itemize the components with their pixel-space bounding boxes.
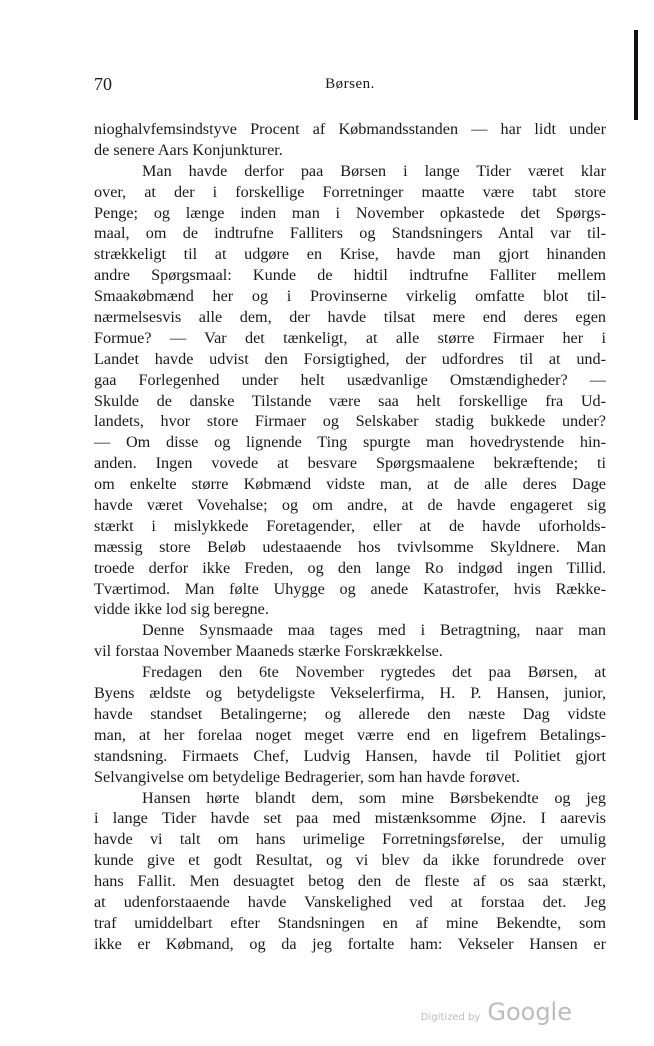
text-line: vidde ikke lod sig beregne. [94, 600, 269, 619]
text-line: landets, hvor store Firmaer og Selskaber stadig bukkede under? [94, 412, 606, 431]
text-line: hans Fallit. Men desuagtet betog den de fleste af os saa stærkt, [94, 872, 606, 891]
text-line: ikke er Købmand, og da jeg fortalte ham: Vekseler Hansen er [94, 934, 606, 953]
page-header [94, 74, 606, 98]
body-text [94, 119, 606, 955]
text-line: — Om disse og lignende Ting spurgte man hovedrystende hin- [94, 433, 606, 452]
text-line: over, at der i forskellige Forretninger maatte være tabt store [94, 182, 606, 201]
text-line: Selvangivelse om betydelige Bedragerier, som han havde forøvet. [94, 767, 520, 786]
text-line: Man havde derfor paa Børsen i lange Tider været klar [142, 161, 606, 180]
text-line: anden. Ingen vovede at besvare Spørgsmaalene bekræftende; ti [94, 454, 606, 473]
text-line: nioghalvfemsindstyve Procent af Købmandsstanden — har lidt under [94, 120, 606, 138]
text-line: Smaakøbmænd her og i Provinserne virkelig omfatte blot til- [94, 287, 606, 306]
text-line: Skulde de danske Tilstande være saa helt forskellige fra Ud- [94, 391, 606, 410]
text-line: troede derfor ikke Freden, og den lange Ro indgød ingen Tillid. [94, 558, 606, 577]
watermark-logo: Google [487, 998, 572, 1026]
text-line: havde været Vovehalse; og om andre, at de havde engageret sig [94, 496, 606, 515]
page-number: 70 [94, 74, 112, 94]
text-line: havde vi talt om hans urimelige Forretningsførelse, der umulig [94, 830, 606, 849]
text-line: Byens ældste og betydeligste Vekselerfirma, H. P. Hansen, junior, [94, 684, 606, 703]
text-line: i lange Tider havde set paa med mistænksomme Øjne. I aarevis [94, 809, 606, 828]
text-line: gaa Forlegenhed under helt usædvanlige Omstændigheder? — [94, 370, 606, 389]
running-title: Børsen. [325, 76, 375, 92]
text-line: Penge; og længe inden man i November opkastede det Spørgs- [94, 203, 606, 222]
text-line: mæssig store Beløb udestaaende hos tvivlsomme Skyldnere. Man [94, 537, 606, 556]
text-line: de senere Aars Konjunkturer. [94, 140, 283, 159]
text-line: nærmelsesvis alle dem, der havde tilsat mere end deres egen [94, 308, 606, 327]
text-line: strækkeligt til at udgøre en Krise, havde man gjort hinanden [94, 245, 606, 264]
text-line: Hansen hørte blandt dem, som mine Børsbekendte og jeg [142, 788, 606, 807]
text-line: havde standset Betalingerne; og allerede den næste Dag vidste [94, 704, 606, 723]
text-line: stærkt i mislykkede Foretagender, eller at de havde uforholds- [94, 516, 606, 535]
text-line: om enkelte større Købmænd vidste man, at de alle deres Dage [94, 475, 606, 494]
text-line: man, at her forelaa noget meget værre end en ligefrem Betalings- [94, 725, 606, 744]
text-line: Tværtimod. Man følte Uhygge og anede Katastrofer, hvis Række- [94, 579, 606, 598]
text-line: Landet havde udvist den Forsigtighed, der udfordres til at und- [94, 349, 606, 368]
text-line: at udenforstaaende havde Vanskelighed ved at forstaa det. Jeg [94, 892, 606, 911]
text-line: maal, om de indtrufne Falliters og Standsningers Antal var til- [94, 224, 606, 243]
text-line: Fredagen den 6te November rygtedes det paa Børsen, at [142, 663, 606, 682]
text-line: andre Spørgsmaal: Kunde de hidtil indtrufne Falliter mellem [94, 266, 606, 285]
text-line: Denne Synsmaade maa tages med i Betragtning, naar man [142, 621, 606, 640]
text-line: kunde give et godt Resultat, og vi blev da ikke forundrede over [94, 851, 606, 870]
watermark-prefix: Digitized by [420, 1012, 481, 1023]
text-line: vil forstaa November Maaneds stærke Forskrækkelse. [94, 642, 443, 661]
text-line: Formue? — Var det tænkeligt, at alle større Firmaer her i [94, 328, 606, 347]
digitization-watermark [421, 998, 572, 1026]
page-edge-mark [634, 30, 638, 120]
text-line: traf umiddelbart efter Standsningen en af mine Bekendte, som [94, 913, 606, 932]
text-line: standsning. Firmaets Chef, Ludvig Hansen, havde til Politiet gjort [94, 746, 606, 765]
